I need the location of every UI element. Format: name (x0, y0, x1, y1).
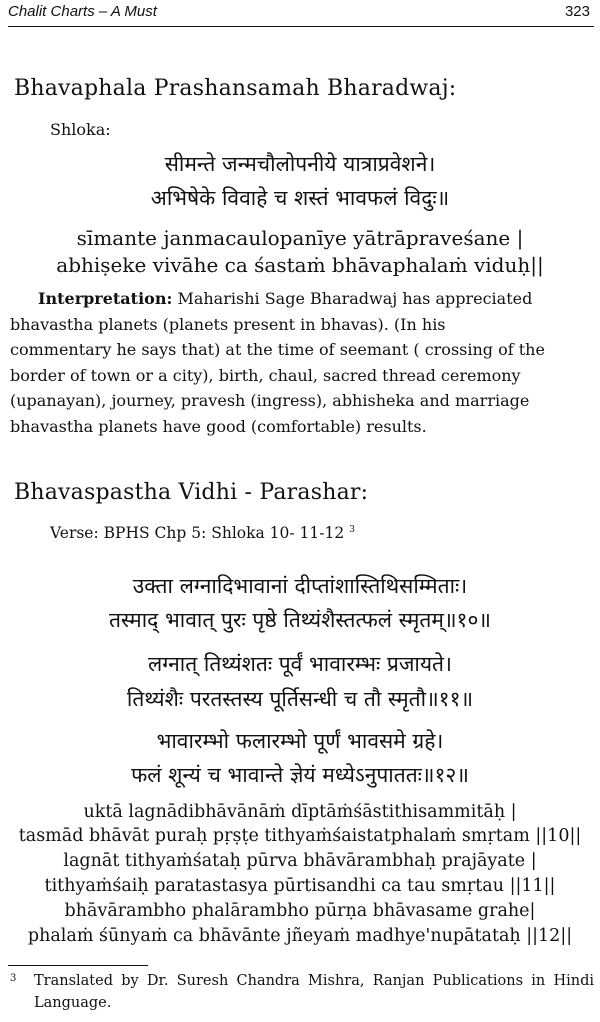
transliteration-line: abhiṣeke vivāhe ca śastaṁ bhāvaphalaṁ viduḥ|| (56, 253, 544, 277)
devanagari-line: सीमन्ते जन्मचौलोपनीये यात्राप्रवेशने। (164, 152, 436, 176)
running-header (0, 0, 600, 24)
interpretation-line: commentary he says that) at the time of seemant ( crossing of the (10, 340, 545, 359)
devanagari-line: तिथ्यंशैः परतस्तस्य पूर्तिसन्धी च तौ स्मृतौ॥११॥ (126, 687, 474, 711)
verse-reference-text: Verse: BPHS Chp 5: Shloka 10- 11-12 (50, 524, 345, 542)
interpretation-line: Maharishi Sage Bharadwaj has appreciated (177, 289, 533, 308)
interpretation-paragraph (10, 286, 594, 439)
footnote-mark: 3 (349, 524, 355, 535)
transliteration-line: tithyaṁśaiḥ paratastasya pūrtisandhi ca tau smṛtau ||11|| (44, 876, 556, 896)
running-title: Chalit Charts – A Must (8, 3, 157, 20)
footnote-number: 3 (10, 973, 17, 984)
interpretation-line: border of town or a city), birth, chaul, sacred thread ceremony (10, 365, 521, 385)
footnote (10, 970, 594, 1014)
interpretation-line: bhavastha planets have good (comfortable) results. (10, 416, 427, 436)
transliteration-line: tasmād bhāvāt puraḥ pṛṣṭe tithyaṁśaistatphalaṁ smṛtam ||10|| (18, 826, 582, 846)
footnote-text: Translated by Dr. Suresh Chandra Mishra, Ranjan Publications in Hindi Language. (34, 973, 594, 1011)
page-number: 323 (564, 3, 590, 20)
section-heading-parashar: Bhavaspastha Vidhi - Parashar: (14, 480, 369, 505)
verse-reference (50, 524, 355, 542)
transliteration-line: lagnāt tithyaṁśataḥ pūrva bhāvārambhaḥ prajāyate | (63, 851, 537, 871)
devanagari-line: अभिषेके विवाहे च शस्तं भावफलं विदुः॥ (150, 186, 450, 210)
transliteration-line: bhāvārambho phalārambho pūrṇa bhāvasame grahe| (64, 901, 536, 921)
shloka-label: Shloka: (50, 120, 111, 139)
interpretation-line: (upanayan), journey, pravesh (ingress), abhisheka and marriage (10, 391, 530, 410)
devanagari-line: फलं शून्यं च भावान्ते ज्ञेयं मध्येऽनुपाततः॥१२॥ (131, 763, 469, 787)
devanagari-line: तस्माद् भावात् पुरः पृष्ठे तिथ्यंशैस्तत्फलं स्मृतम्॥१०॥ (109, 608, 491, 632)
devanagari-line: भावारम्भो फलारम्भो पूर्णं भावसमे ग्रहे। (156, 729, 444, 753)
transliteration-line: sīmante janmacaulopanīye yātrāpraveśane | (76, 226, 524, 250)
interpretation-label: Interpretation: (38, 289, 173, 308)
transliteration-line: uktā lagnādibhāvānāṁ dīptāṁśāstithisammitāḥ | (83, 802, 517, 822)
devanagari-line: उक्ता लग्नादिभावानां दीप्तांशास्तिथिसम्मिताः। (132, 574, 468, 598)
header-rule (8, 26, 594, 27)
section-heading-bharadwaj: Bhavaphala Prashansamah Bharadwaj: (14, 76, 457, 101)
footnote-rule (8, 965, 148, 966)
transliteration-line: phalaṁ śūnyaṁ ca bhāvānte jñeyaṁ madhye'nupātataḥ ||12|| (27, 926, 573, 946)
devanagari-line: लग्नात् तिथ्यंशतः पूर्वं भावारम्भः प्रजायते। (148, 652, 452, 676)
interpretation-line: bhavastha planets (planets present in bhavas). (In his (10, 314, 446, 334)
